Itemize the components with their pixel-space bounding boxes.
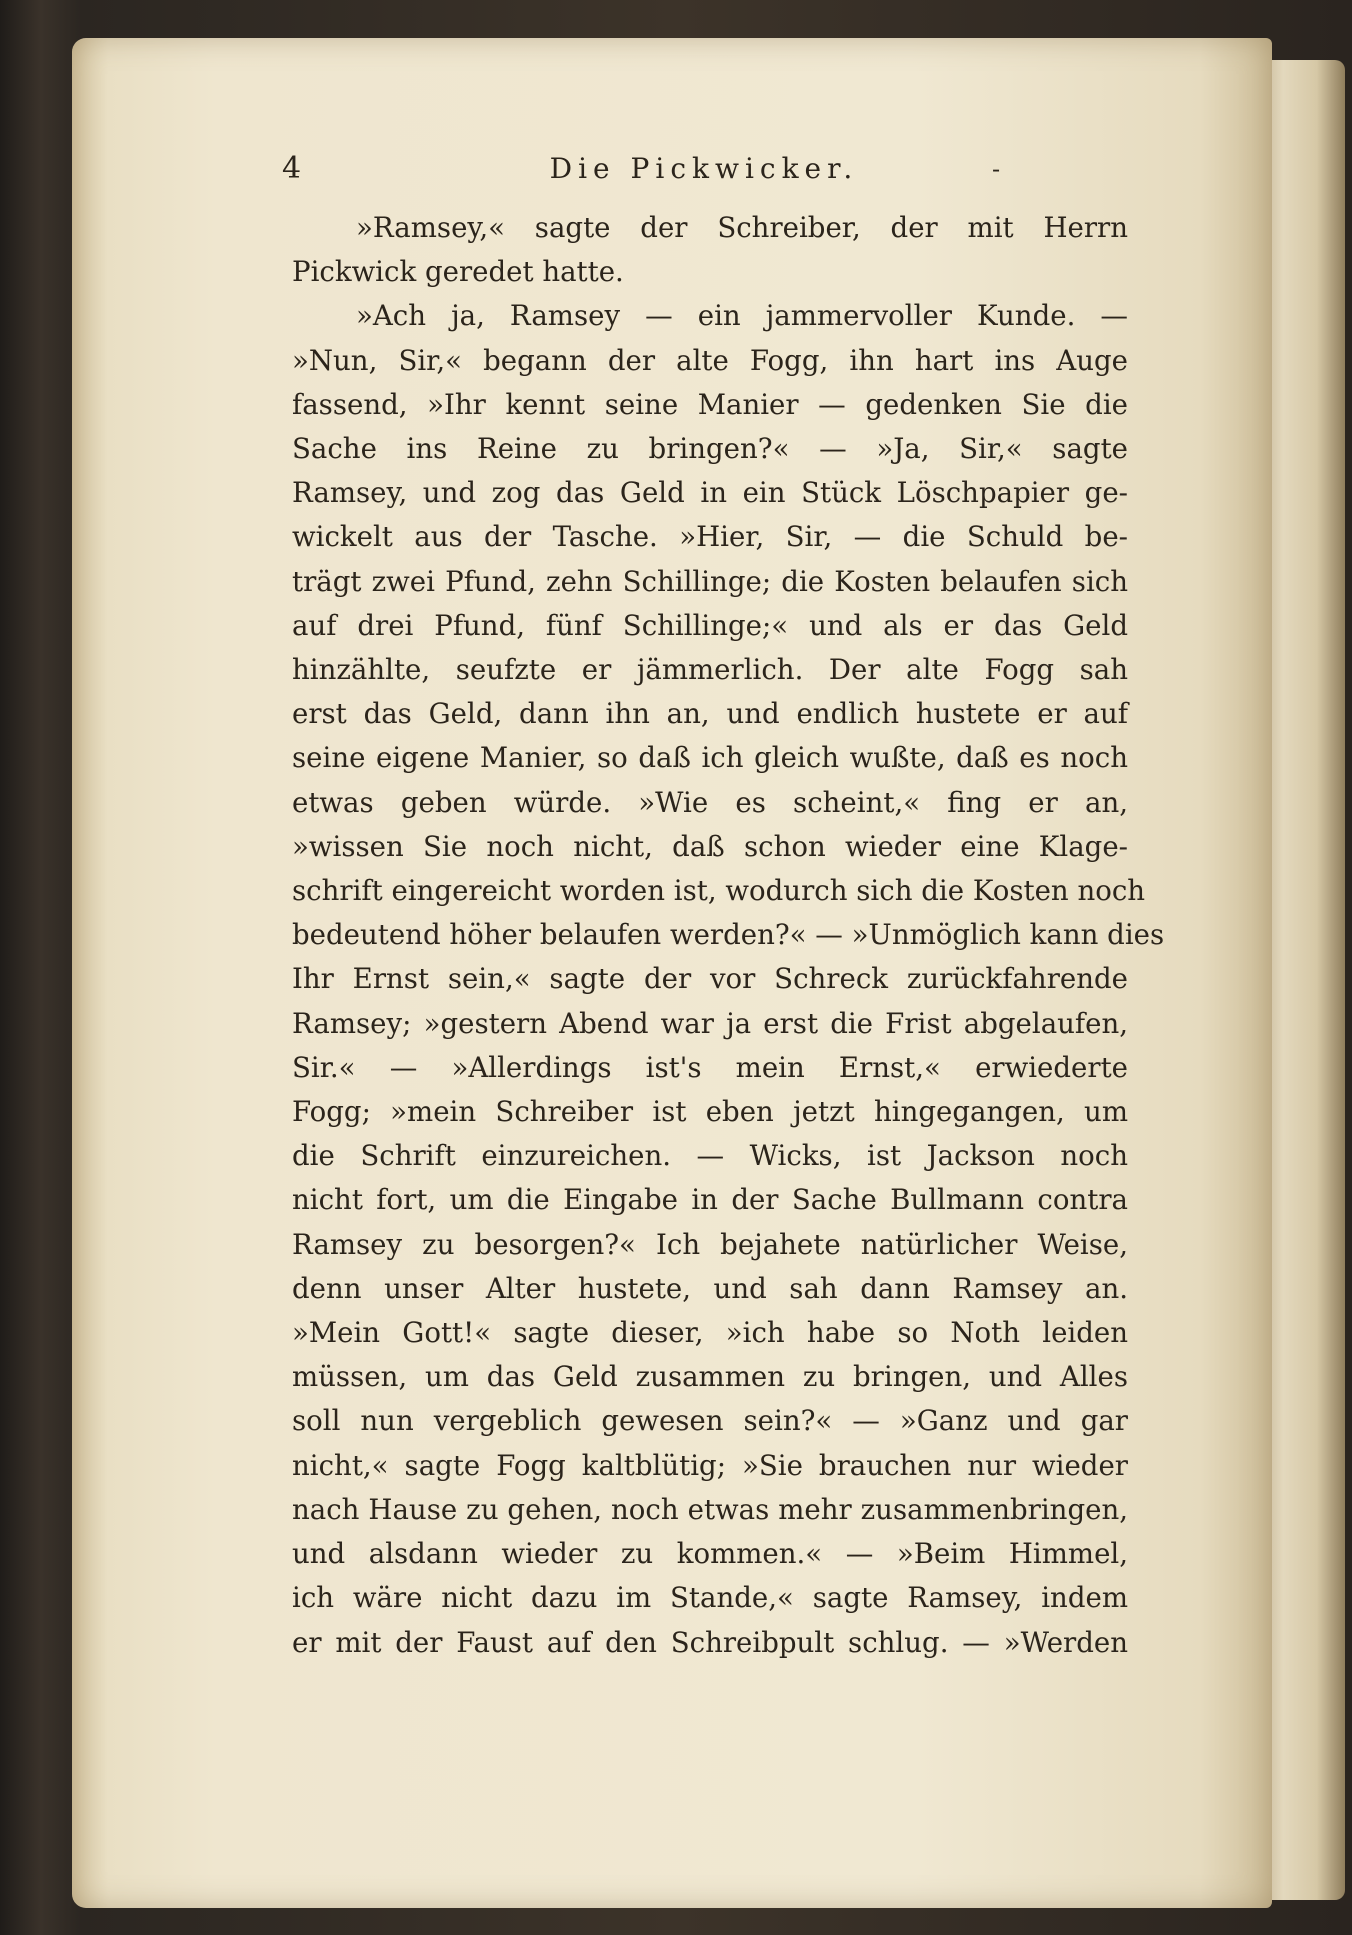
page-header	[282, 146, 1126, 192]
text-line: Sir.« — »Allerdings ist's mein Ernst,« erwiederte	[292, 1050, 1128, 1084]
text-line: müssen, um das Geld zusammen zu bringen, und Alles	[292, 1360, 1128, 1394]
text-line: Sache ins Reine zu bringen?« — »Ja, Sir,« sagte	[292, 432, 1128, 466]
text-line: nach Hause zu gehen, noch etwas mehr zusammenbringen,	[292, 1492, 1128, 1526]
text-line: Ihr Ernst sein,« sagte der vor Schreck zurückfahrende	[292, 962, 1128, 996]
text-line: schrift eingereicht worden ist, wodurch sich die Kosten noch	[292, 874, 1146, 908]
text-line: erst das Geld, dann ihn an, und endlich hustete er auf	[292, 697, 1128, 731]
text-line: nicht fort, um die Eingabe in der Sache Bullmann contra	[292, 1183, 1128, 1217]
text-line: »Ach ja, Ramsey — ein jammervoller Kunde. —	[356, 299, 1128, 333]
text-line: Ramsey zu besorgen?« Ich bejahete natürlicher Weise,	[292, 1227, 1128, 1261]
text-line: Ramsey; »gestern Abend war ja erst die Frist abgelaufen,	[292, 1006, 1128, 1040]
text-line: auf drei Pfund, fünf Schillinge;« und als er das Geld	[292, 608, 1128, 642]
text-line: soll nun vergeblich gewesen sein?« — »Ganz und gar	[292, 1404, 1128, 1438]
text-line: hinzählte, seufzte er jämmerlich. Der alte Fogg sah	[292, 653, 1128, 687]
text-line: er mit der Faust auf den Schreibpult schlug. — »Werden	[292, 1625, 1128, 1659]
text-line: Fogg; »mein Schreiber ist eben jetzt hingegangen, um	[292, 1095, 1128, 1129]
text-line: »wissen Sie noch nicht, daß schon wieder eine Klage-	[292, 829, 1128, 863]
page-number: 4	[282, 151, 302, 186]
text-line: »Nun, Sir,« begann der alte Fogg, ihn hart ins Auge	[292, 343, 1128, 377]
text-line: bedeutend höher belaufen werden?« — »Unmöglich kann dies	[292, 918, 1165, 952]
text-line: und alsdann wieder zu kommen.« — »Beim Himmel,	[292, 1537, 1128, 1571]
text-line: etwas geben würde. »Wie es scheint,« fing er an,	[292, 785, 1128, 819]
text-line: trägt zwei Pfund, zehn Schillinge; die Kosten belaufen sich	[292, 564, 1128, 598]
text-line: »Ramsey,« sagte der Schreiber, der mit Herrn	[356, 211, 1128, 244]
text-line: wickelt aus der Tasche. »Hier, Sir, — die Schuld be-	[292, 520, 1128, 554]
text-line: die Schrift einzureichen. — Wicks, ist Jackson noch	[292, 1139, 1128, 1173]
text-line: seine eigene Manier, so daß ich gleich wußte, daß es noch	[292, 741, 1128, 775]
text-line: »Mein Gott!« sagte dieser, »ich habe so Noth leiden	[292, 1316, 1128, 1350]
body-text	[292, 206, 1165, 1665]
text-line: denn unser Alter hustete, und sah dann Ramsey an.	[292, 1271, 1128, 1305]
text-line: nicht,« sagte Fogg kaltblütig; »Sie brauchen nur wieder	[292, 1448, 1128, 1482]
text-line: ich wäre nicht dazu im Stande,« sagte Ramsey, indem	[292, 1581, 1128, 1615]
text-line: Pickwick geredet hatte.	[292, 255, 624, 289]
text-line: Ramsey, und zog das Geld in ein Stück Löschpapier ge-	[292, 476, 1128, 510]
text-line: fassend, »Ihr kennt seine Manier — gedenken Sie die	[292, 387, 1128, 421]
running-title: Die Pickwicker.	[549, 152, 859, 185]
header-mark: -	[992, 155, 1001, 183]
